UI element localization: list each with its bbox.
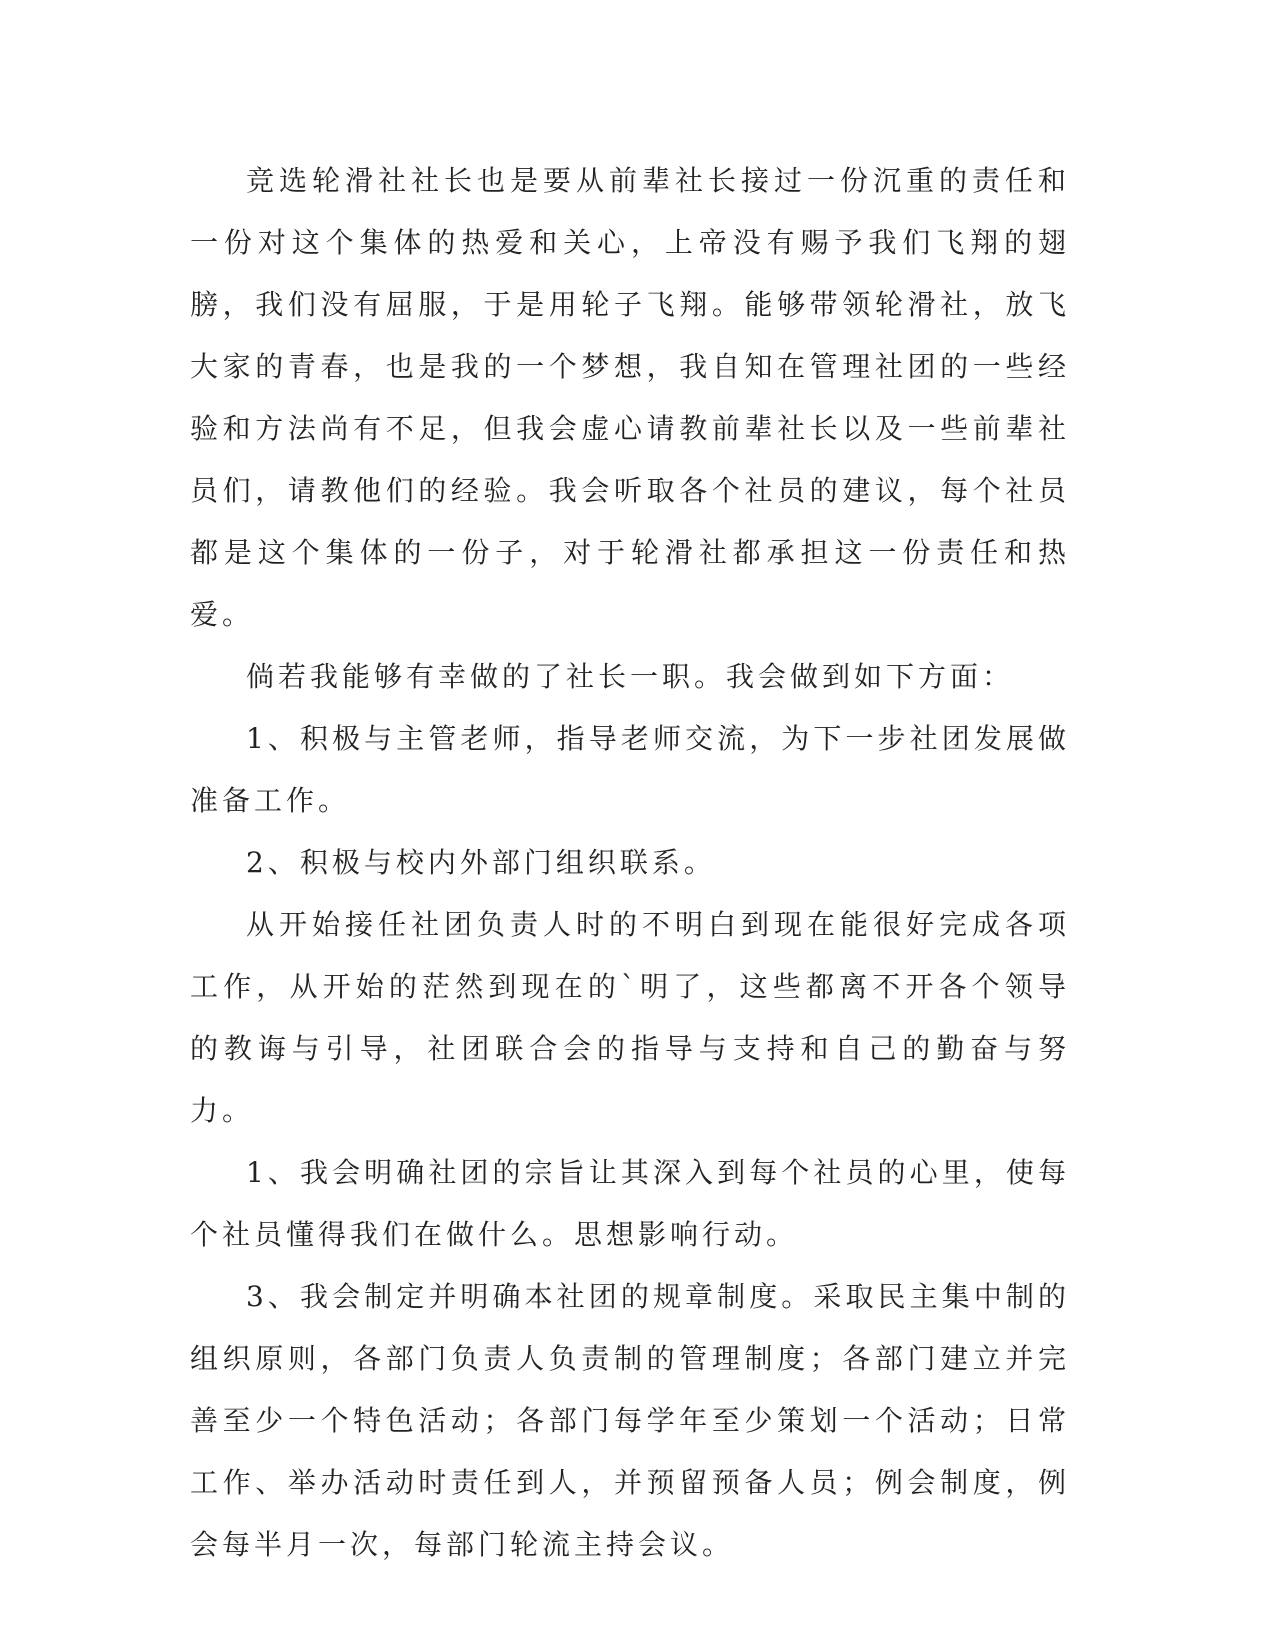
paragraph-item-departments: 2、积极与校内外部门组织联系。 [246,846,716,879]
paragraph-commitment: 倘若我能够有幸做的了社长一职。我会做到如下方面： [246,660,1015,693]
paragraph-intro: 竞选轮滑社社长也是要从前辈社长接过一份沉重的责任和一份对这个集体的热爱和关心，上帝没有赐予我们飞翔的翅膀，我们没有屈服，于是用轮子飞翔。能够带领轮滑社，放飞大家的青春，也是我的一个梦想，我自知在管理社团的一些经验和方法尚有不足，但我会虚心请教前辈社长以及一些前辈社员们，请教他们的经验。我会听取各个社员的建议，每个社员都是这个集体的一份子，对于轮滑社都承担这一份责任和热爱。 [190,164,1070,631]
paragraph-item-teachers: 1、积极与主管老师，指导老师交流，为下一步社团发展做准备工作。 [190,722,1070,817]
paragraph-item-purpose: 1、我会明确社团的宗旨让其深入到每个社员的心里，使每个社员懂得我们在做什么。思想影响行动。 [190,1156,1070,1251]
paragraph-item-rules: 3、我会制定并明确本社团的规章制度。采取民主集中制的组织原则，各部门负责人负责制的管理制度；各部门建立并完善至少一个特色活动；各部门每学年至少策划一个活动；日常工作、举办活动时责任到人，并预留预备人员；例会制度，例会每半月一次，每部门轮流主持会议。 [190,1280,1070,1561]
paragraph-experience: 从开始接任社团负责人时的不明白到现在能很好完成各项工作，从开始的茫然到现在的`明了，这些都离不开各个领导的教诲与引导，社团联合会的指导与支持和自己的勤奋与努力。 [190,908,1070,1127]
document-body [190,150,1070,1576]
